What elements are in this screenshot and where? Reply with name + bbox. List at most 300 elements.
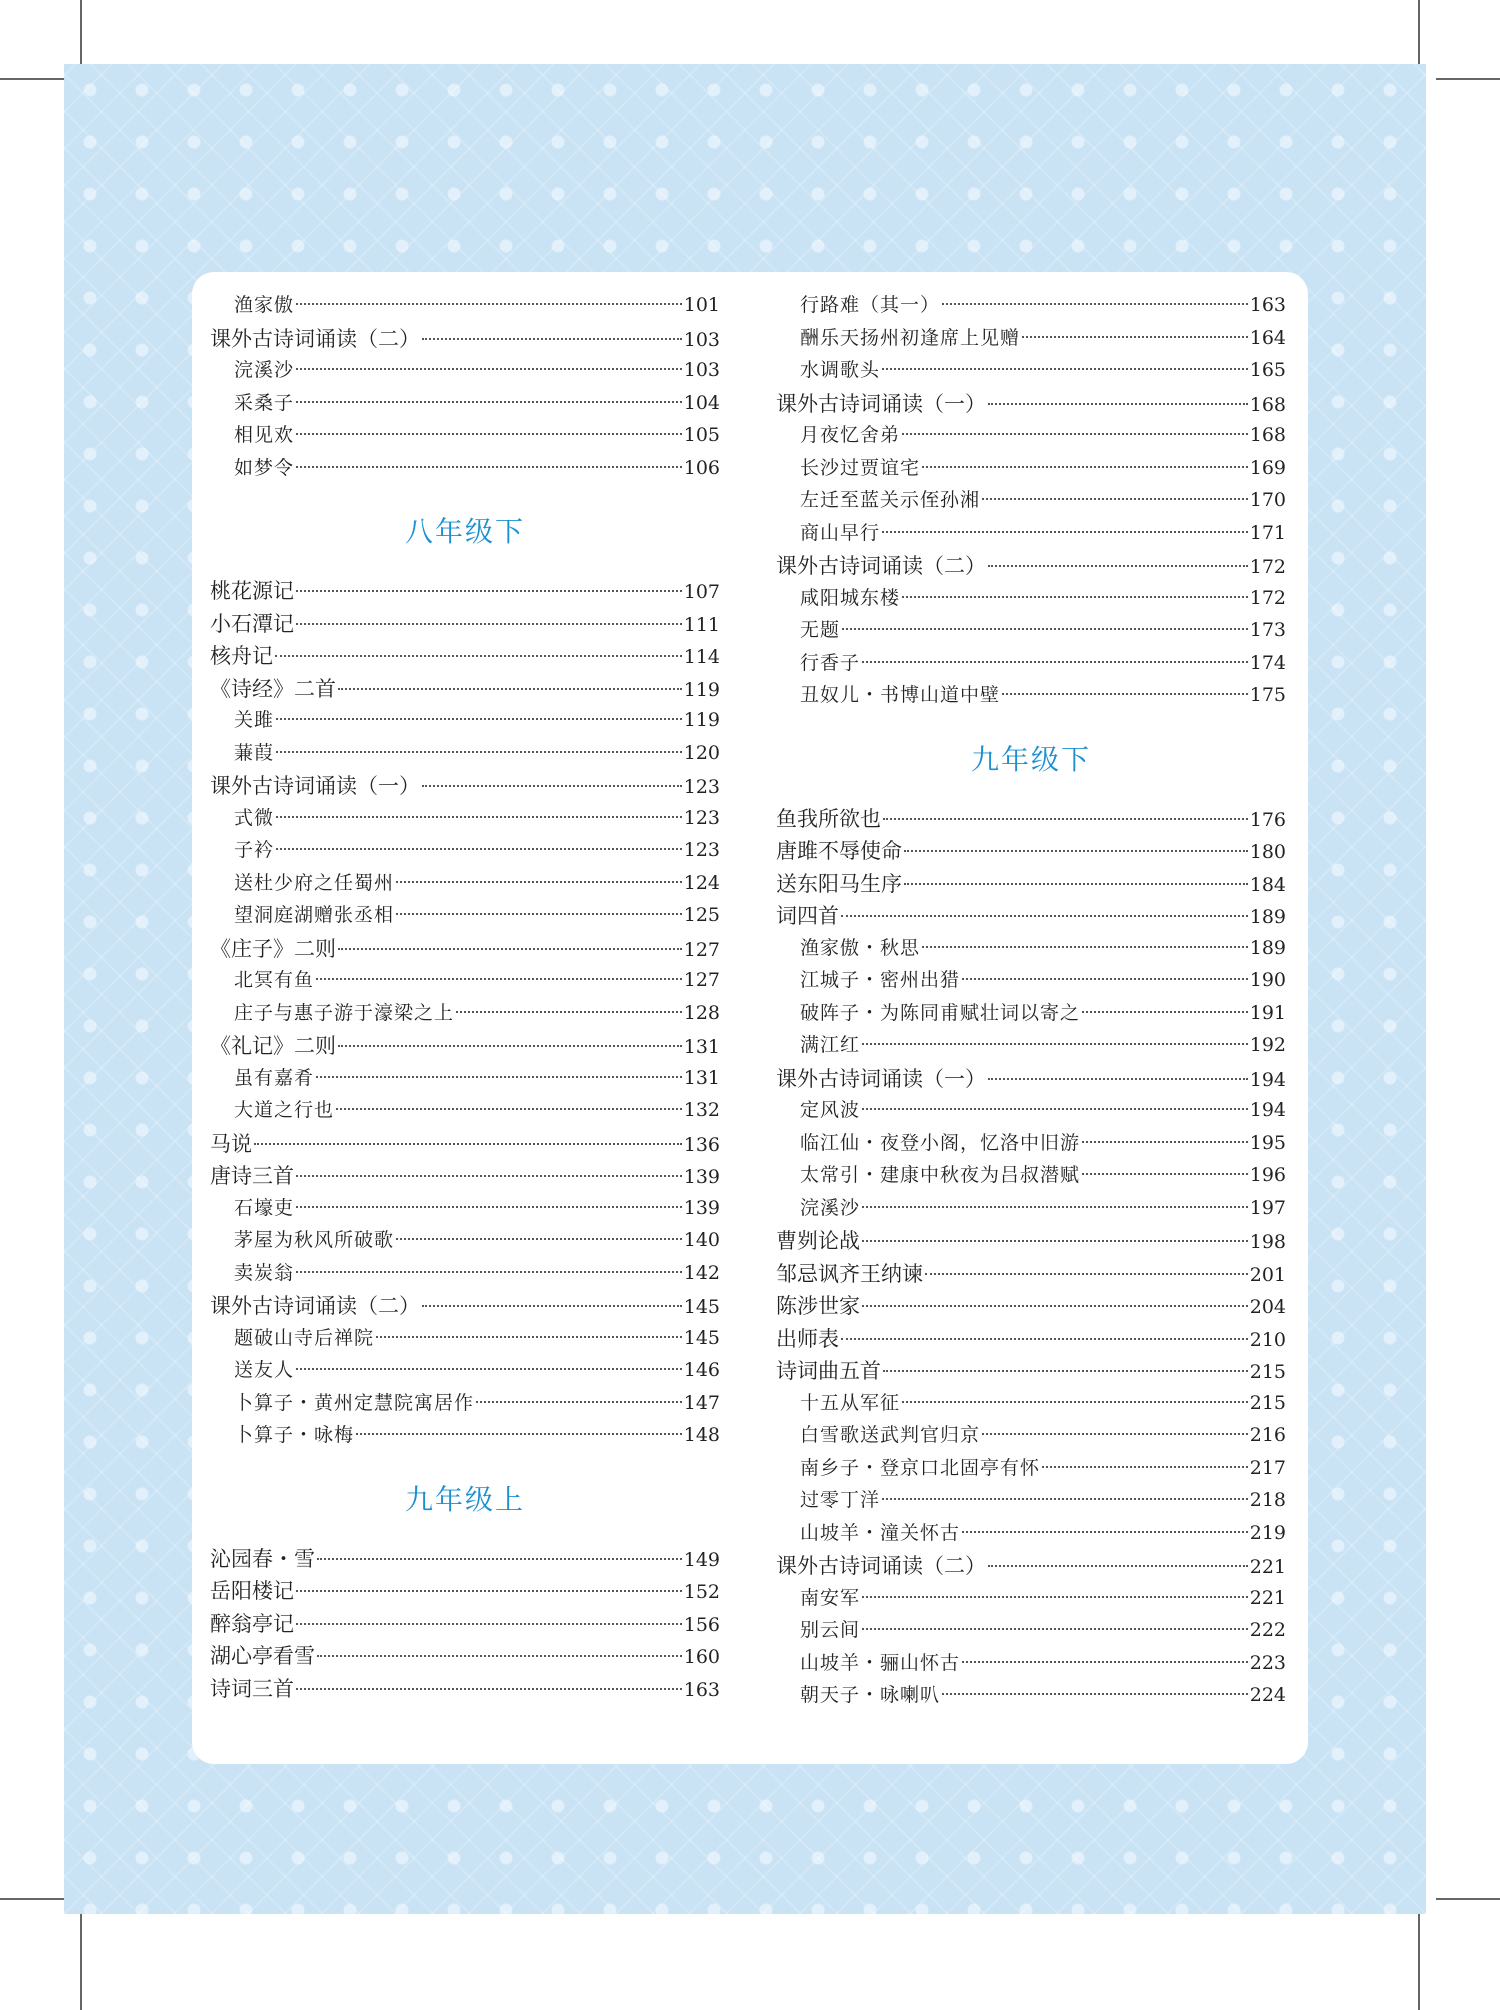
page-number: 196 — [1249, 1164, 1286, 1186]
page-number: 101 — [683, 294, 720, 316]
entry-title: 课外古诗词诵读（二） — [210, 326, 420, 351]
toc-subentry[interactable] — [776, 648, 1286, 681]
toc-subentry[interactable] — [210, 1258, 720, 1291]
dot-leader — [922, 946, 1248, 948]
page-number: 145 — [683, 1296, 720, 1318]
entry-title: 送友人 — [234, 1359, 295, 1381]
entry-title: 南安军 — [800, 1586, 861, 1609]
toc-subentry[interactable] — [210, 705, 720, 738]
toc-subentry[interactable] — [210, 1193, 720, 1226]
dot-leader — [1022, 336, 1248, 338]
dot-leader — [862, 1240, 1248, 1242]
toc-subentry[interactable] — [776, 998, 1286, 1031]
entry-title: 白雪歌送武判官归京 — [800, 1424, 981, 1446]
dot-leader — [862, 1596, 1248, 1598]
entry-title: 式微 — [234, 806, 275, 829]
entry-title: 词四首 — [776, 904, 839, 928]
toc-right-column — [776, 290, 1286, 1713]
dot-leader — [862, 1043, 1248, 1045]
toc-entry[interactable] — [776, 550, 1286, 583]
entry-title: 北冥有鱼 — [234, 969, 315, 991]
toc-entry[interactable] — [776, 1258, 1286, 1291]
dot-leader — [296, 623, 682, 625]
page-number: 124 — [683, 871, 720, 894]
entry-title: 课外古诗词诵读（二） — [776, 1554, 986, 1578]
toc-subentry[interactable] — [776, 1583, 1286, 1616]
toc-entry[interactable] — [210, 1290, 720, 1323]
toc-subentry[interactable] — [210, 1063, 720, 1096]
dot-leader — [862, 1628, 1248, 1630]
dot-leader — [276, 718, 682, 720]
entry-title: 蒹葭 — [234, 741, 275, 764]
toc-subentry[interactable] — [210, 835, 720, 868]
entry-title: 醉翁亭记 — [210, 1611, 294, 1636]
dot-leader — [396, 881, 682, 883]
entry-title: 唐诗三首 — [210, 1164, 294, 1188]
toc-subentry[interactable] — [776, 323, 1286, 356]
dot-leader — [982, 498, 1248, 500]
toc-subentry[interactable] — [776, 1128, 1286, 1161]
dot-leader — [862, 661, 1248, 663]
toc-entry[interactable] — [776, 835, 1286, 868]
toc-entry[interactable] — [210, 323, 720, 356]
entry-title: 送东阳马生序 — [776, 871, 902, 896]
entry-title: 如梦令 — [234, 456, 295, 479]
toc-subentry[interactable] — [210, 900, 720, 933]
page-number: 111 — [683, 613, 720, 636]
toc-entry[interactable] — [210, 1543, 720, 1576]
page-number: 168 — [1249, 393, 1286, 416]
toc-subentry[interactable] — [776, 1485, 1286, 1518]
toc-subentry[interactable] — [210, 355, 720, 388]
toc-subentry[interactable] — [776, 680, 1286, 713]
page-number: 169 — [1249, 456, 1286, 479]
toc-entry[interactable] — [210, 770, 720, 803]
dot-leader — [376, 1336, 682, 1338]
dot-leader — [862, 1206, 1248, 1208]
entry-title: 行路难（其一） — [800, 294, 941, 316]
toc-entry[interactable] — [776, 1355, 1286, 1388]
dot-leader — [422, 338, 682, 340]
dot-leader — [296, 590, 682, 592]
crop-mark-top-right-v — [1418, 0, 1420, 64]
toc-entry[interactable] — [210, 933, 720, 966]
toc-subentry[interactable] — [776, 1615, 1286, 1648]
toc-entry[interactable] — [210, 1608, 720, 1641]
entry-title: 水调歌头 — [800, 359, 881, 381]
toc-subentry[interactable] — [776, 1453, 1286, 1486]
entry-title: 岳阳楼记 — [210, 1579, 294, 1603]
dot-leader — [296, 1623, 682, 1625]
toc-subentry[interactable] — [776, 1095, 1286, 1128]
dot-leader — [1082, 1141, 1248, 1143]
dot-leader — [942, 303, 1248, 305]
dot-leader — [988, 403, 1248, 405]
dot-leader — [296, 1175, 682, 1177]
dot-leader — [296, 1590, 682, 1592]
toc-subentry[interactable] — [210, 738, 720, 771]
toc-subentry[interactable] — [776, 1420, 1286, 1453]
entry-title: 月夜忆舍弟 — [800, 424, 901, 446]
entry-title: 马说 — [210, 1131, 252, 1156]
entry-title: 咸阳城东楼 — [800, 586, 901, 609]
entry-title: 山坡羊・潼关怀古 — [800, 1521, 961, 1544]
entry-title: 别云间 — [800, 1619, 861, 1641]
dot-leader — [902, 596, 1248, 598]
page-number: 103 — [683, 359, 720, 381]
dot-leader — [902, 433, 1248, 435]
entry-title: 破阵子・为陈同甫赋壮词以寄之 — [800, 1001, 1081, 1024]
dot-leader — [276, 848, 682, 850]
page-number: 170 — [1249, 489, 1286, 511]
page-number: 175 — [1249, 684, 1286, 706]
dot-leader — [883, 818, 1248, 820]
dot-leader — [276, 751, 682, 753]
page-number: 195 — [1249, 1131, 1286, 1154]
page-number: 120 — [683, 741, 720, 764]
page-number: 163 — [683, 1678, 720, 1701]
toc-entry[interactable] — [210, 608, 720, 641]
toc-subentry[interactable] — [776, 1648, 1286, 1681]
dot-leader — [904, 850, 1248, 852]
entry-title: 陈涉世家 — [776, 1294, 860, 1318]
page-number: 149 — [683, 1548, 720, 1571]
page-number: 148 — [683, 1424, 720, 1446]
toc-subentry[interactable] — [210, 388, 720, 421]
entry-title: 鱼我所欲也 — [776, 806, 881, 831]
page-number: 107 — [683, 581, 720, 603]
toc-entry[interactable] — [210, 575, 720, 608]
dot-leader — [842, 628, 1248, 630]
toc-subentry[interactable] — [210, 1388, 720, 1421]
dot-leader — [296, 401, 682, 403]
crop-mark-bottom-right-v — [1418, 1914, 1420, 2010]
page-number: 194 — [1249, 1099, 1286, 1121]
page-number: 140 — [683, 1229, 720, 1251]
entry-title: 关雎 — [234, 709, 275, 731]
dot-leader — [296, 368, 682, 370]
entry-title: 商山早行 — [800, 521, 881, 544]
toc-subentry[interactable] — [776, 1680, 1286, 1713]
page-number: 142 — [683, 1261, 720, 1284]
entry-title: 《礼记》二则 — [210, 1034, 336, 1058]
dot-leader — [276, 816, 682, 818]
dot-leader — [296, 1688, 682, 1690]
toc-entry[interactable] — [776, 803, 1286, 836]
toc-entry[interactable] — [776, 868, 1286, 901]
toc-entry[interactable] — [210, 1030, 720, 1063]
toc-entry[interactable] — [776, 1323, 1286, 1356]
entry-title: 太常引・建康中秋夜为吕叔潜赋 — [800, 1164, 1081, 1186]
page-number: 132 — [683, 1099, 720, 1121]
page-number: 106 — [683, 456, 720, 479]
dot-leader — [862, 1305, 1248, 1307]
dot-leader — [1002, 693, 1248, 695]
dot-leader — [841, 1338, 1248, 1340]
toc-subentry[interactable] — [210, 868, 720, 901]
toc-entry[interactable] — [210, 640, 720, 673]
crop-mark-bottom-right-h — [1436, 1898, 1500, 1900]
entry-title: 庄子与惠子游于濠梁之上 — [234, 1001, 455, 1024]
dot-leader — [862, 1108, 1248, 1110]
page-number: 139 — [683, 1166, 720, 1188]
toc-subentry[interactable] — [776, 1388, 1286, 1421]
dot-leader — [925, 1273, 1248, 1275]
dot-leader — [902, 1401, 1248, 1403]
page-number: 146 — [683, 1359, 720, 1381]
entry-title: 山坡羊・骊山怀古 — [800, 1651, 961, 1674]
dot-leader — [962, 1531, 1248, 1533]
entry-title: 课外古诗词诵读（一） — [776, 1066, 986, 1091]
dot-leader — [883, 1370, 1248, 1372]
toc-entry[interactable] — [776, 1290, 1286, 1323]
entry-title: 行香子 — [800, 651, 861, 674]
dot-leader — [396, 1238, 682, 1240]
entry-title: 浣溪沙 — [800, 1196, 861, 1219]
toc-subentry[interactable] — [776, 518, 1286, 551]
dot-leader — [942, 1693, 1248, 1695]
dot-leader — [316, 1076, 682, 1078]
entry-title: 南乡子・登京口北固亭有怀 — [800, 1456, 1041, 1479]
dot-leader — [317, 1558, 682, 1560]
page-number: 190 — [1249, 969, 1286, 991]
toc-entry[interactable] — [776, 388, 1286, 421]
toc-subentry[interactable] — [210, 965, 720, 998]
page-number: 176 — [1249, 808, 1286, 831]
entry-title: 茅屋为秋风所破歌 — [234, 1229, 395, 1251]
entry-title: 曹刿论战 — [776, 1229, 860, 1253]
toc-subentry[interactable] — [210, 998, 720, 1031]
page-number: 189 — [1249, 906, 1286, 928]
dot-leader — [962, 1661, 1248, 1663]
page-number: 139 — [683, 1196, 720, 1219]
page-number: 119 — [683, 709, 720, 731]
dot-leader — [338, 948, 682, 950]
page-number: 171 — [1249, 521, 1286, 544]
page-number: 221 — [1249, 1586, 1286, 1609]
dot-leader — [988, 565, 1248, 567]
entry-title: 唐雎不辱使命 — [776, 839, 902, 863]
toc-subentry[interactable] — [776, 583, 1286, 616]
toc-subentry[interactable] — [776, 1193, 1286, 1226]
page-number: 191 — [1249, 1001, 1286, 1024]
dot-leader — [317, 1655, 682, 1657]
entry-title: 出师表 — [776, 1326, 839, 1351]
page-number: 160 — [683, 1646, 720, 1668]
page-number: 194 — [1249, 1068, 1286, 1091]
dot-leader — [476, 1401, 682, 1403]
page-number: 131 — [683, 1066, 720, 1089]
entry-title: 课外古诗词诵读（一） — [210, 774, 420, 798]
page-number: 223 — [1249, 1651, 1286, 1674]
crop-mark-top-left-v — [80, 0, 82, 64]
page-number: 145 — [683, 1326, 720, 1349]
section-heading: 九年级上 — [404, 1482, 525, 1516]
toc-entry[interactable] — [776, 1550, 1286, 1583]
dot-leader — [296, 1206, 682, 1208]
page-number: 163 — [1249, 294, 1286, 316]
page-number: 173 — [1249, 619, 1286, 641]
page-number: 197 — [1249, 1196, 1286, 1219]
toc-subentry[interactable] — [210, 453, 720, 486]
page-number: 192 — [1249, 1034, 1286, 1056]
toc-entry[interactable] — [776, 1225, 1286, 1258]
dot-leader — [422, 785, 682, 787]
page-number: 172 — [1249, 586, 1286, 609]
toc-subentry[interactable] — [210, 1355, 720, 1388]
toc-subentry[interactable] — [210, 1095, 720, 1128]
entry-title: 题破山寺后禅院 — [234, 1326, 375, 1349]
dot-leader — [254, 1143, 682, 1145]
page-number: 156 — [683, 1613, 720, 1636]
dot-leader — [338, 688, 682, 690]
toc-subentry[interactable] — [210, 290, 720, 323]
toc-subentry[interactable] — [776, 290, 1286, 323]
entry-title: 《诗经》二首 — [210, 676, 336, 701]
entry-title: 课外古诗词诵读（二） — [776, 554, 986, 578]
entry-title: 子衿 — [234, 839, 275, 861]
entry-title: 丑奴儿・书博山道中壁 — [800, 684, 1001, 706]
entry-title: 大道之行也 — [234, 1099, 335, 1121]
page-number: 172 — [1249, 556, 1286, 578]
page-number: 123 — [683, 839, 720, 861]
entry-title: 酬乐天扬州初逢席上见赠 — [800, 326, 1021, 349]
page-number: 131 — [683, 1036, 720, 1058]
entry-title: 桃花源记 — [210, 579, 294, 603]
toc-subentry[interactable] — [776, 1518, 1286, 1551]
page-number: 103 — [683, 328, 720, 351]
entry-title: 课外古诗词诵读（一） — [776, 391, 986, 416]
entry-title: 过零丁洋 — [800, 1489, 881, 1511]
page-number: 217 — [1249, 1456, 1286, 1479]
crop-mark-top-left-h — [0, 78, 64, 80]
page-number: 221 — [1249, 1556, 1286, 1578]
dot-leader — [882, 368, 1248, 370]
page-number: 164 — [1249, 326, 1286, 349]
dot-leader — [356, 1433, 682, 1435]
entry-title: 湖心亭看雪 — [210, 1644, 315, 1668]
entry-title: 望洞庭湖赠张丞相 — [234, 904, 395, 926]
toc-subentry[interactable] — [210, 1420, 720, 1453]
toc-subentry[interactable] — [776, 615, 1286, 648]
crop-mark-bottom-left-h — [0, 1898, 64, 1900]
page-number: 104 — [683, 391, 720, 414]
toc-subentry[interactable] — [210, 1323, 720, 1356]
dot-leader — [922, 466, 1248, 468]
toc-subentry[interactable] — [776, 1030, 1286, 1063]
toc-entry[interactable] — [776, 1063, 1286, 1096]
toc-entry[interactable] — [210, 673, 720, 706]
dot-leader — [882, 1498, 1248, 1500]
toc-left-column — [210, 290, 720, 1705]
dot-leader — [296, 433, 682, 435]
toc-entry[interactable] — [776, 900, 1286, 933]
toc-subentry[interactable] — [210, 420, 720, 453]
entry-title: 左迁至蓝关示侄孙湘 — [800, 489, 981, 511]
page-number: 215 — [1249, 1361, 1286, 1383]
entry-title: 送杜少府之任蜀州 — [234, 871, 395, 894]
entry-title: 临江仙・夜登小阁，忆洛中旧游 — [800, 1131, 1081, 1154]
entry-title: 诗词三首 — [210, 1676, 294, 1701]
dot-leader — [882, 531, 1248, 533]
toc-subentry[interactable] — [776, 933, 1286, 966]
entry-title: 渔家傲 — [234, 294, 295, 316]
dot-leader — [338, 1045, 682, 1047]
toc-subentry[interactable] — [210, 1225, 720, 1258]
page-number: 216 — [1249, 1424, 1286, 1446]
toc-subentry[interactable] — [776, 1160, 1286, 1193]
page-number: 184 — [1249, 873, 1286, 896]
entry-title: 邹忌讽齐王纳谏 — [776, 1261, 923, 1286]
entry-title: 长沙过贾谊宅 — [800, 456, 921, 479]
page-number: 136 — [683, 1133, 720, 1156]
page-number: 147 — [683, 1391, 720, 1414]
page-number: 215 — [1249, 1391, 1286, 1414]
toc-subentry[interactable] — [776, 355, 1286, 388]
entry-title: 浣溪沙 — [234, 359, 295, 381]
page-number: 127 — [683, 938, 720, 961]
page-number: 168 — [1249, 424, 1286, 446]
dot-leader — [456, 1011, 682, 1013]
entry-title: 沁园春・雪 — [210, 1546, 315, 1571]
toc-entry[interactable] — [210, 1640, 720, 1673]
dot-leader — [316, 978, 682, 980]
entry-title: 十五从军征 — [800, 1391, 901, 1414]
entry-title: 江城子・密州出猎 — [800, 969, 961, 991]
toc-entry[interactable] — [210, 1575, 720, 1608]
page-number: 201 — [1249, 1263, 1286, 1286]
entry-title: 朝天子・咏喇叭 — [800, 1684, 941, 1706]
page-number: 119 — [683, 678, 720, 701]
entry-title: 核舟记 — [210, 644, 273, 668]
dot-leader — [296, 466, 682, 468]
dot-leader — [396, 913, 682, 915]
toc-subentry[interactable] — [776, 485, 1286, 518]
entry-title: 满江红 — [800, 1034, 861, 1056]
dot-leader — [841, 915, 1248, 917]
section-heading: 八年级下 — [404, 515, 525, 548]
entry-title: 课外古诗词诵读（二） — [210, 1294, 420, 1318]
toc-entry[interactable] — [210, 1673, 720, 1706]
entry-title: 诗词曲五首 — [776, 1359, 881, 1383]
dot-leader — [988, 1078, 1248, 1080]
entry-title: 定风波 — [800, 1099, 861, 1121]
toc-subentry[interactable] — [776, 453, 1286, 486]
toc-entry[interactable] — [210, 1128, 720, 1161]
page-number: 127 — [683, 969, 720, 991]
entry-title: 相见欢 — [234, 424, 295, 446]
page-number: 152 — [683, 1581, 720, 1603]
dot-leader — [1082, 1011, 1248, 1013]
entry-title: 卖炭翁 — [234, 1261, 295, 1284]
toc-subentry[interactable] — [776, 420, 1286, 453]
page-number: 125 — [683, 904, 720, 926]
page-number: 210 — [1249, 1328, 1286, 1351]
dot-leader — [988, 1565, 1248, 1567]
crop-mark-bottom-left-v — [80, 1914, 82, 2010]
toc-subentry[interactable] — [210, 803, 720, 836]
dot-leader — [422, 1305, 682, 1307]
toc-subentry[interactable] — [776, 965, 1286, 998]
entry-title: 石壕吏 — [234, 1196, 295, 1219]
page-number: 204 — [1249, 1296, 1286, 1318]
toc-entry[interactable] — [210, 1160, 720, 1193]
page-number: 189 — [1249, 936, 1286, 959]
entry-title: 无题 — [800, 619, 841, 641]
entry-title: 采桑子 — [234, 391, 295, 414]
entry-title: 卜算子・咏梅 — [234, 1424, 355, 1446]
dot-leader — [962, 978, 1248, 980]
